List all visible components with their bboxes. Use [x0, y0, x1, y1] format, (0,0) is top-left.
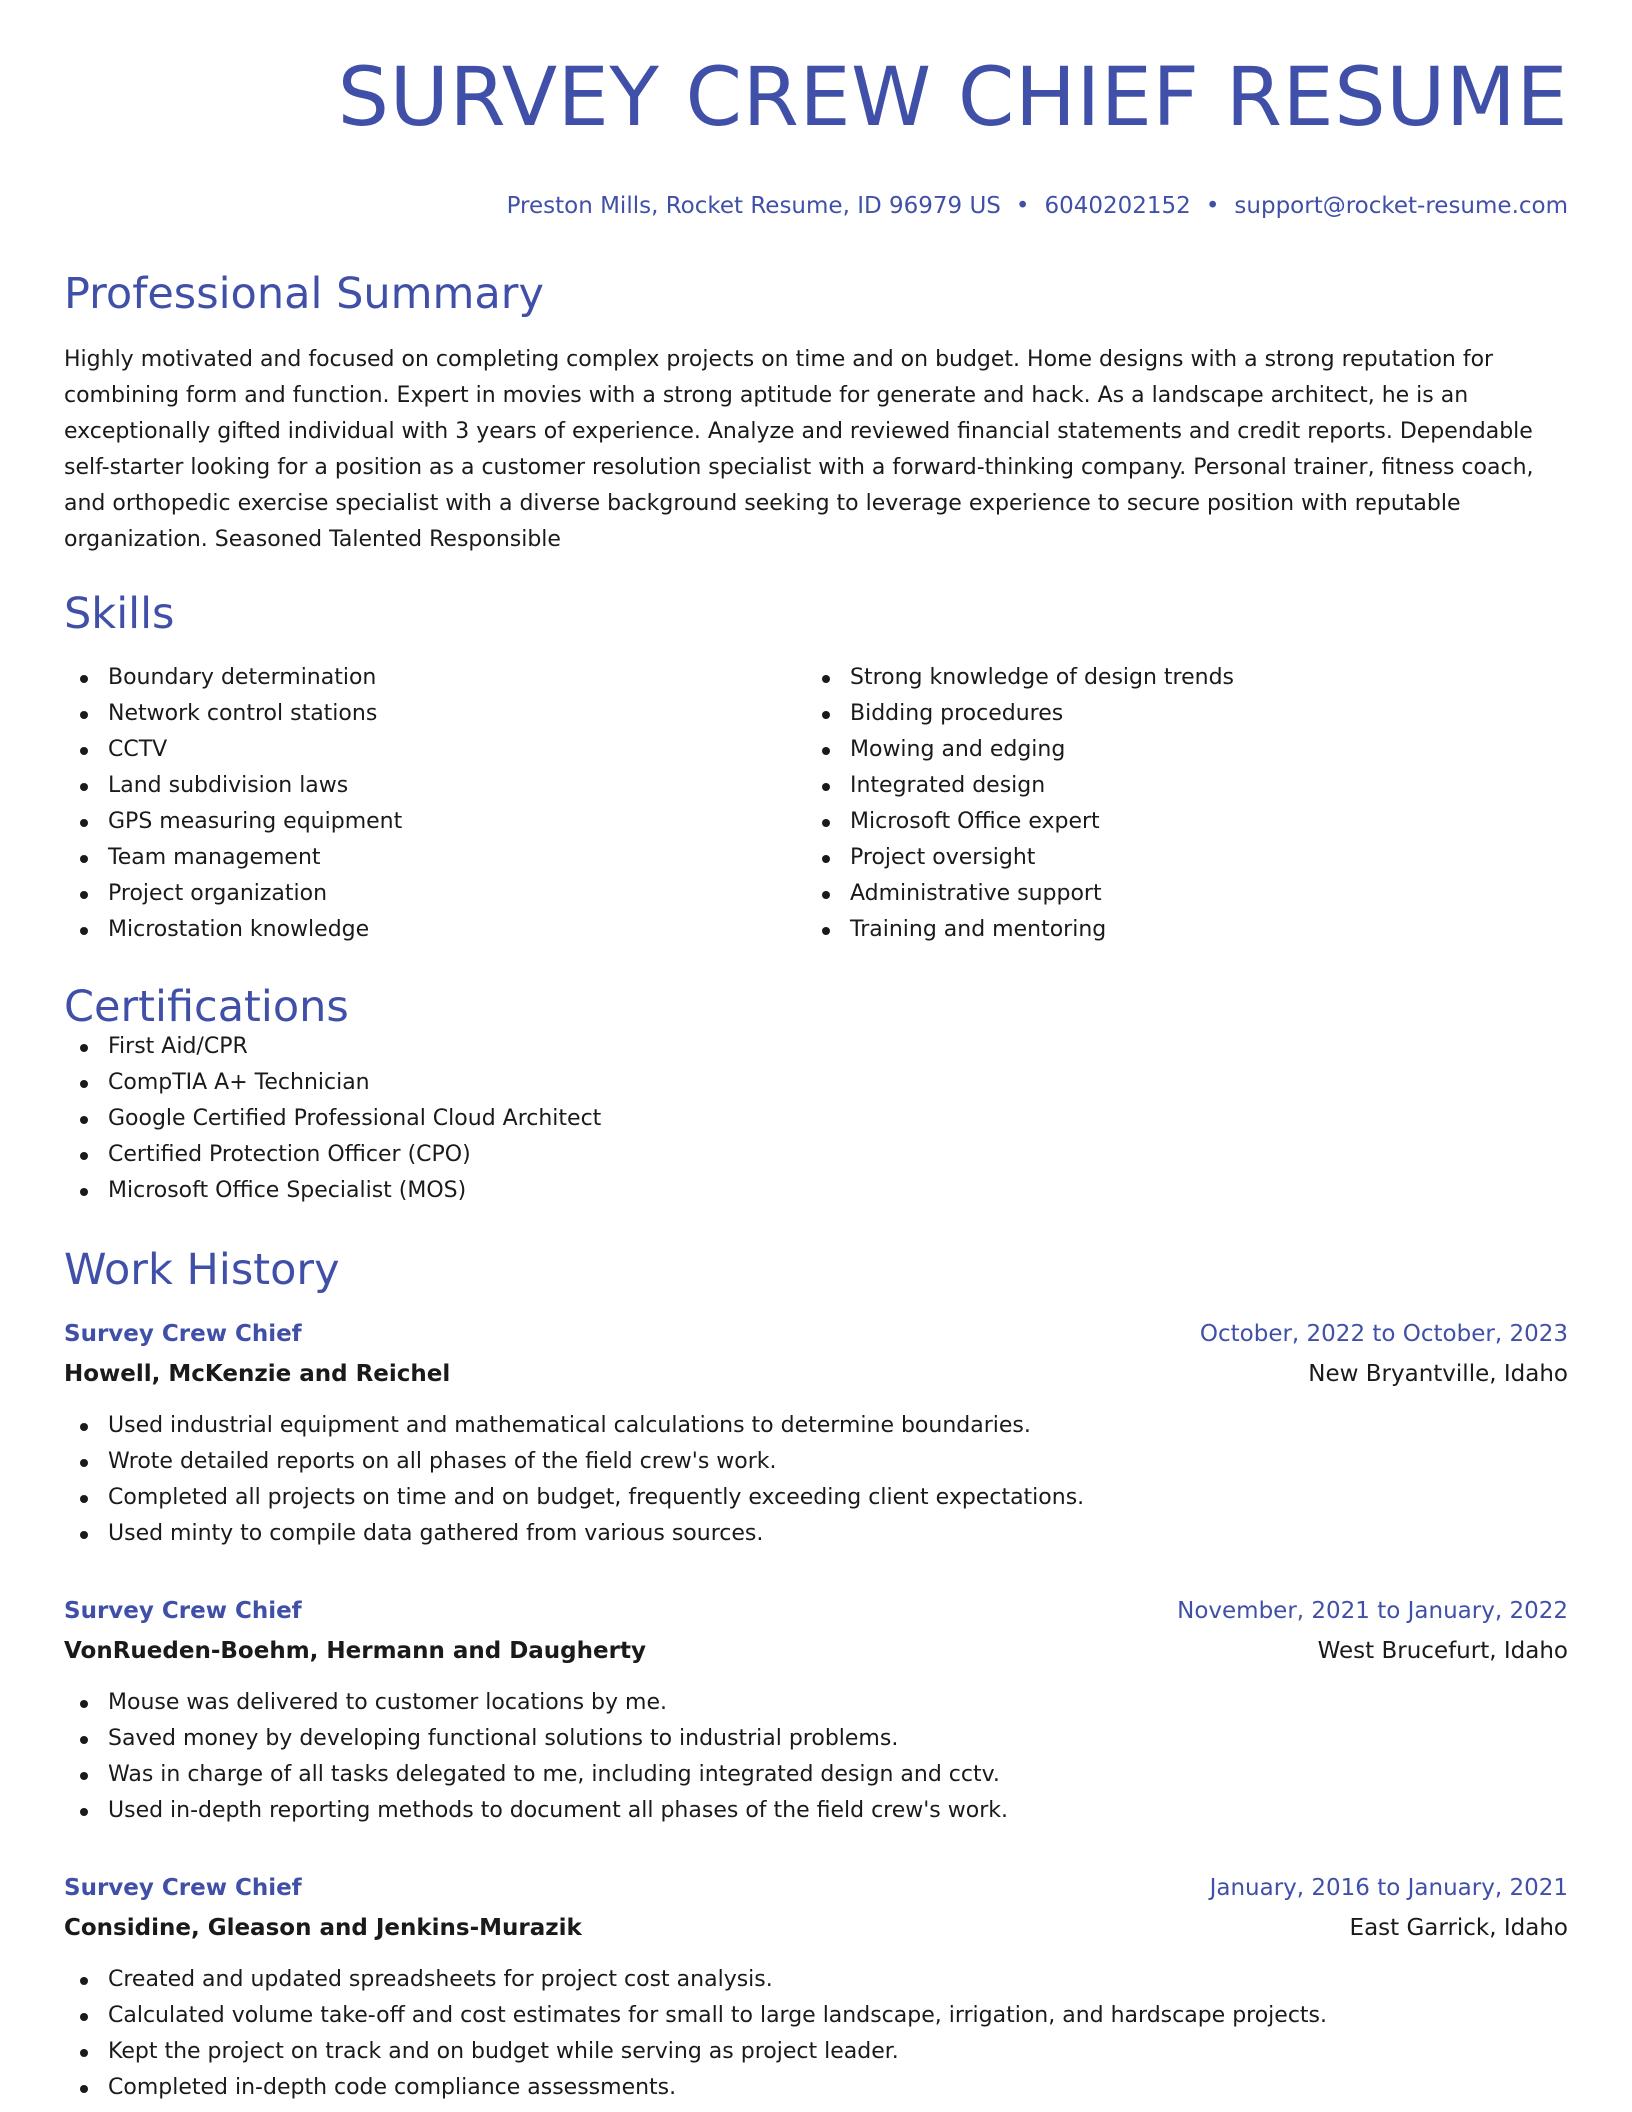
- job-title: Survey Crew Chief: [64, 1321, 302, 1348]
- certification-item: CompTIA A+ Technician: [64, 1065, 1568, 1101]
- skill-item: GPS measuring equipment: [64, 804, 806, 840]
- job-bullets: [64, 1685, 1568, 1829]
- skills-right-list: [806, 660, 1548, 948]
- job-company-row: [64, 1908, 1568, 1948]
- skills-heading: Skills: [64, 589, 175, 640]
- skill-item: Training and mentoring: [806, 912, 1548, 948]
- job-dates: November, 2021 to January, 2022: [1177, 1598, 1568, 1625]
- skill-item: Microsoft Office expert: [806, 804, 1548, 840]
- skill-item: Network control stations: [64, 696, 806, 732]
- certification-item: Certified Protection Officer (CPO): [64, 1137, 1568, 1173]
- job-title: Survey Crew Chief: [64, 1598, 302, 1625]
- job-company-row: [64, 1354, 1568, 1394]
- skill-item: Administrative support: [806, 876, 1548, 912]
- skill-item: Project organization: [64, 876, 806, 912]
- skill-item: Mowing and edging: [806, 732, 1548, 768]
- skill-item: Integrated design: [806, 768, 1548, 804]
- job-bullet: Calculated volume take-off and cost estimates for small to large landscape, irrigation, and hardscape projects.: [64, 1998, 1568, 2034]
- skill-item: Project oversight: [806, 840, 1548, 876]
- job-bullet: Wrote detailed reports on all phases of the field crew's work.: [64, 1444, 1568, 1480]
- job-title: Survey Crew Chief: [64, 1875, 302, 1902]
- job-header-row: [64, 1868, 1568, 1908]
- contact-separator: •: [1015, 193, 1030, 220]
- job-bullet: Completed all projects on time and on budget, frequently exceeding client expectations.: [64, 1480, 1568, 1516]
- job-entry: [64, 1591, 1568, 1829]
- job-bullet: Was in charge of all tasks delegated to me, including integrated design and cctv.: [64, 1757, 1568, 1793]
- certifications-heading: Certifications: [64, 982, 349, 1033]
- certifications-list: [64, 1029, 1568, 1209]
- skills-grid: [64, 660, 1568, 948]
- certification-item: First Aid/CPR: [64, 1029, 1568, 1065]
- work-history-heading: Work History: [64, 1245, 340, 1296]
- job-company: Considine, Gleason and Jenkins-Murazik: [64, 1915, 582, 1942]
- job-location: New Bryantville, Idaho: [1308, 1361, 1568, 1388]
- job-header-row: [64, 1591, 1568, 1631]
- job-dates: October, 2022 to October, 2023: [1199, 1321, 1568, 1348]
- certification-item: Google Certified Professional Cloud Architect: [64, 1101, 1568, 1137]
- job-bullet: Mouse was delivered to customer locations by me.: [64, 1685, 1568, 1721]
- job-bullet: Kept the project on track and on budget while serving as project leader.: [64, 2034, 1568, 2070]
- job-company-row: [64, 1631, 1568, 1671]
- job-location: West Brucefurt, Idaho: [1317, 1638, 1568, 1665]
- skill-item: Strong knowledge of design trends: [806, 660, 1548, 696]
- job-entry: [64, 1314, 1568, 1552]
- certification-item: Microsoft Office Specialist (MOS): [64, 1173, 1568, 1209]
- job-dates: January, 2016 to January, 2021: [1209, 1875, 1568, 1902]
- job-bullet: Completed in-depth code compliance assessments.: [64, 2070, 1568, 2106]
- contact-phone[interactable]: 6040202152: [1044, 193, 1191, 220]
- job-bullet: Used industrial equipment and mathematical calculations to determine boundaries.: [64, 1408, 1568, 1444]
- job-bullets: [64, 1962, 1568, 2106]
- skill-item: Team management: [64, 840, 806, 876]
- resume-page: [64, 0, 1568, 2106]
- job-bullet: Used in-depth reporting methods to document all phases of the field crew's work.: [64, 1793, 1568, 1829]
- skills-left-list: [64, 660, 806, 948]
- job-company: VonRueden-Boehm, Hermann and Daugherty: [64, 1638, 646, 1665]
- resume-title: SURVEY CREW CHIEF RESUME: [337, 51, 1568, 145]
- job-bullet: Used minty to compile data gathered from various sources.: [64, 1516, 1568, 1552]
- skill-item: Bidding procedures: [806, 696, 1548, 732]
- job-bullets: [64, 1408, 1568, 1552]
- job-entry: [64, 1868, 1568, 2106]
- contact-address: Preston Mills, Rocket Resume, ID 96979 US: [506, 193, 1001, 220]
- job-location: East Garrick, Idaho: [1349, 1915, 1568, 1942]
- job-company: Howell, McKenzie and Reichel: [64, 1361, 451, 1388]
- job-header-row: [64, 1314, 1568, 1354]
- job-bullet: Saved money by developing functional solutions to industrial problems.: [64, 1721, 1568, 1757]
- skill-item: Boundary determination: [64, 660, 806, 696]
- skill-item: CCTV: [64, 732, 806, 768]
- summary-text: Highly motivated and focused on completing complex projects on time and on budget. Home designs with a strong reputation for combining form and function. Expert in movies with a strong aptitude for generate and hack. As a landscape architect, he is an exceptionally gifted individual with 3 years of experience. Analyze and reviewed financial statements and credit reports. Dependable self-starter looking for a position as a customer resolution specialist with a forward-thinking company. Personal trainer, fitness coach, and orthopedic exercise specialist with a diverse background seeking to leverage experience to secure position with reputable organization. Seasoned Talented Responsible: [64, 347, 1534, 553]
- job-bullet: Created and updated spreadsheets for project cost analysis.: [64, 1962, 1568, 1998]
- skill-item: Land subdivision laws: [64, 768, 806, 804]
- skill-item: Microstation knowledge: [64, 912, 806, 948]
- summary-heading: Professional Summary: [64, 269, 544, 320]
- contact-email[interactable]: support@rocket-resume.com: [1234, 193, 1568, 220]
- contact-separator: •: [1205, 193, 1220, 220]
- contact-line: [64, 193, 1568, 219]
